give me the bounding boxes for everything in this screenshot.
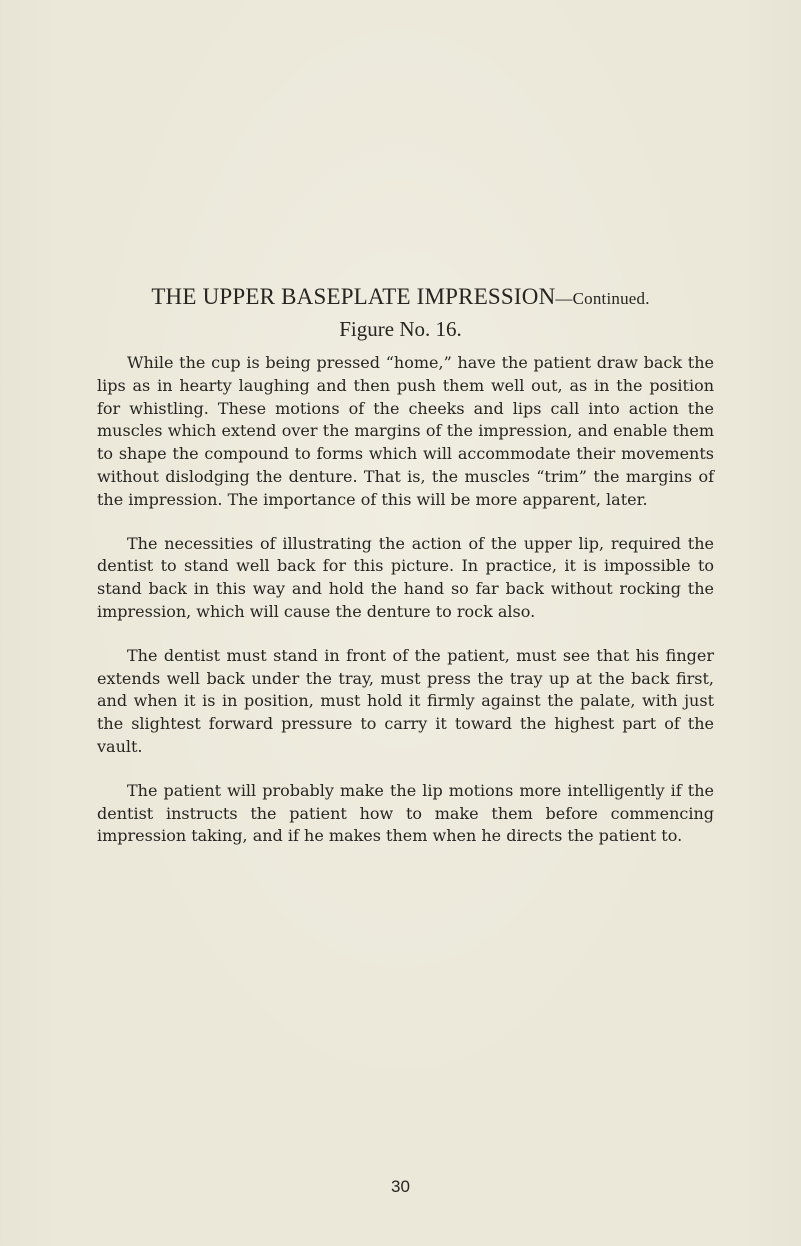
paragraph: The necessities of illustrating the action of the upper lip, required the dentist to stand well back for this picture. In practice, it is impossible to stand back in this way and hold the hand so far back without rocking the impression, which will cause the denture to rock also.	[97, 533, 714, 621]
heading-continued: —Continued.	[555, 289, 650, 308]
body-text	[97, 352, 714, 869]
page-number: 30	[391, 1177, 410, 1196]
paragraph: While the cup is being pressed “home,” have the patient draw back the lips as in hearty laughing and then push them well out, as in the position for whistling. These motions of the cheeks and lips call into action the muscles which extend over the margins of the impression, and enable them to shape the compound to forms which will accommodate their movements without dislodging the denture. That is, the muscles “trim” the margins of the impression. The importance of this will be more apparent, later.	[97, 353, 714, 509]
figure-caption: Figure No. 16.	[339, 317, 462, 341]
paragraph: The dentist must stand in front of the patient, must see that his finger extends well back under the tray, must press the tray up at the back first, and when it is in position, must hold it firmly against the palate, with just the slightest forward pressure to carry it toward the highest part of the vault.	[97, 645, 714, 756]
page-heading	[0, 283, 801, 313]
paragraph: The patient will probably make the lip motions more intelligently if the dentist instructs the patient how to make them before commencing impression taking, and if he makes them when he directs the patient to.	[97, 780, 714, 846]
heading-title: THE UPPER BASEPLATE IMPRESSION	[151, 284, 556, 309]
